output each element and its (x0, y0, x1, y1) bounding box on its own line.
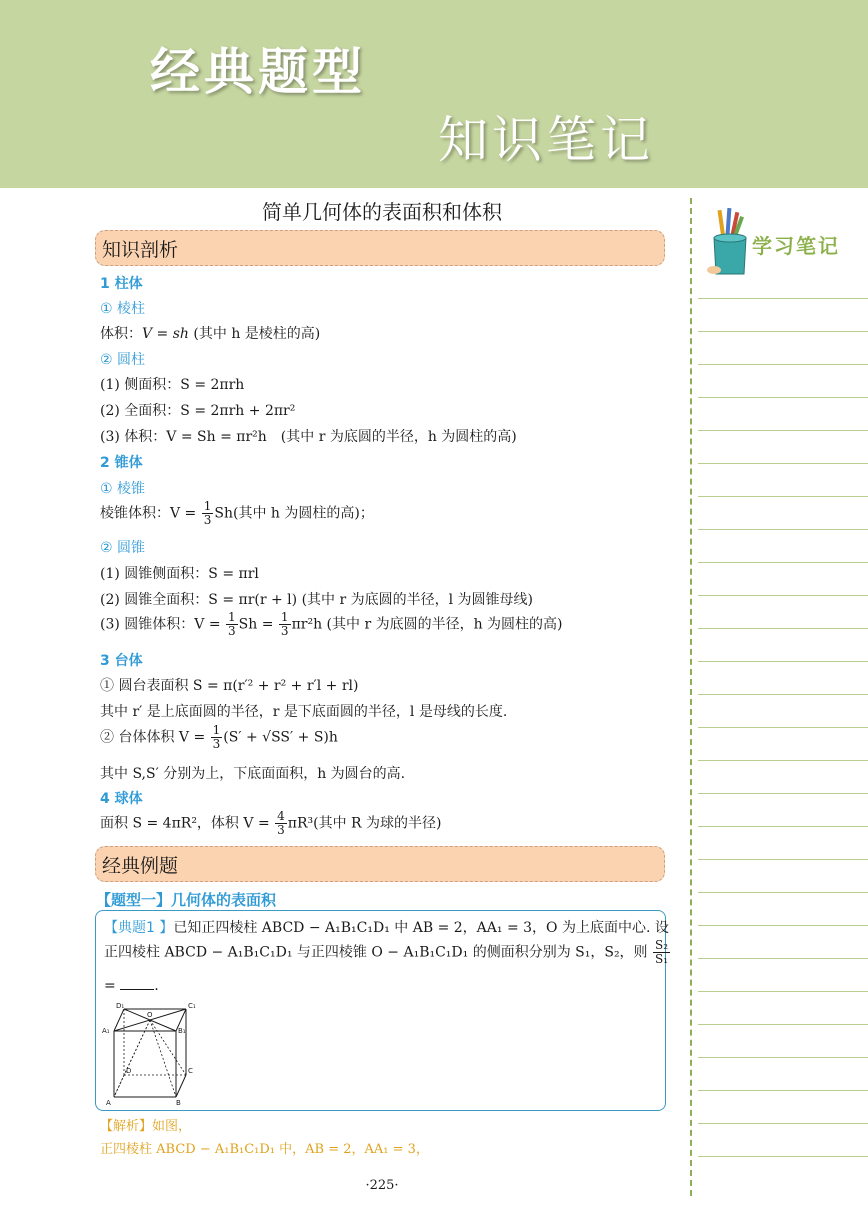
note-line (698, 628, 868, 629)
sphere-prefix: 面积 S = 4πR²，体积 V = (100, 815, 270, 832)
note-line (698, 793, 868, 794)
section-header-knowledge: 知识剖析 (95, 230, 665, 266)
frustum-volume-line (100, 724, 338, 751)
note-line (698, 760, 868, 761)
fraction-numerator: 1 (280, 610, 289, 624)
fraction-numerator: S₂ (655, 938, 669, 952)
note-line (698, 1090, 868, 1091)
figure-label: C (188, 1067, 193, 1075)
example-tag: 【典题1 】 (104, 920, 174, 936)
example-equals: = (104, 978, 116, 994)
fraction-denominator: S₁ (655, 952, 669, 966)
note-line (698, 892, 868, 893)
solution-line-2: 正四棱柱 ABCD − A₁B₁C₁D₁ 中，AB = 2，AA₁ = 3， (100, 1142, 429, 1157)
example-period: . (154, 978, 159, 994)
frustum-volume-note: 其中 S,S′ 分别为上，下底面面积，h 为圆台的高. (100, 766, 406, 782)
fraction (275, 810, 287, 837)
subsection-frustum: 3 台体 (100, 653, 143, 669)
cylinder-volume: (3) 体积：V = Sh = πr²h (其中 r 为底圆的半径，h 为圆柱的高) (100, 429, 517, 445)
figure-label: A (106, 1099, 111, 1107)
prism-volume-prefix: 体积： (100, 326, 142, 342)
section-header-examples: 经典例题 (95, 846, 665, 882)
figure-label: O (147, 1011, 153, 1019)
prism-volume-line (100, 323, 320, 343)
example-line-1 (104, 917, 669, 937)
example-line-3 (104, 977, 159, 994)
note-line (698, 1156, 868, 1157)
example-box (95, 910, 669, 1111)
note-line (698, 562, 868, 563)
note-line (698, 529, 868, 530)
note-line (698, 925, 868, 926)
fraction-denominator: 3 (277, 823, 285, 837)
banner-title-primary: 经典题型 (150, 43, 366, 101)
frustum-volume-suffix: (S′ + √SS′ + S)h (223, 729, 338, 746)
frustum-area-note: 其中 r′ 是上底面圆的半径，r 是下底面圆的半径，l 是母线的长度. (100, 704, 508, 720)
note-line (698, 331, 868, 332)
pyramid-volume-prefix: 棱锥体积：V = (100, 505, 197, 522)
example-text-1: 已知正四棱柱 ABCD − A₁B₁C₁D₁ 中 AB = 2，AA₁ = 3，O 为上底面中心. 设 (173, 920, 669, 936)
figure-label: B₁ (178, 1027, 186, 1035)
notes-label: 学习笔记 (752, 234, 840, 258)
cone-side-area: (1) 圆锥侧面积：S = πrl (100, 566, 259, 582)
fraction-denominator: 3 (280, 624, 289, 638)
note-line (698, 1057, 868, 1058)
subsection-sphere: 4 球体 (100, 791, 143, 807)
banner-title-secondary: 知识笔记 (438, 111, 654, 169)
note-line (698, 661, 868, 662)
figure-label: A₁ (102, 1027, 110, 1035)
cone-volume-mid: Sh = (238, 616, 274, 633)
note-line (698, 727, 868, 728)
cone-volume-suffix: πr²h (其中 r 为底圆的半径，h 为圆柱的高) (291, 616, 563, 633)
notes-divider (690, 198, 692, 1196)
answer-blank[interactable] (120, 977, 154, 990)
cone-total-area: (2) 圆锥全面积：S = πr(r + l) (其中 r 为底圆的半径，l 为圆锥母线) (100, 592, 534, 608)
page-number: ·225· (365, 1178, 399, 1193)
fraction-numerator: 1 (203, 499, 212, 513)
subheading-pyramid: ① 棱锥 (100, 481, 146, 497)
fraction (279, 611, 291, 638)
topic-heading: 【题型一】几何体的表面积 (96, 891, 277, 909)
note-line (698, 1024, 868, 1025)
example-text-2: 正四棱柱 ABCD − A₁B₁C₁D₁ 与正四棱锥 O − A₁B₁C₁D₁ 的侧面积分别为 S₁，S₂，则 (104, 944, 648, 961)
note-line (698, 364, 868, 365)
note-line (698, 463, 868, 464)
sphere-formula-line (100, 810, 442, 837)
figure-label: D₁ (116, 1002, 125, 1010)
cylinder-side-area: (1) 侧面积：S = 2πrh (100, 377, 245, 393)
cylinder-total-area: (2) 全面积：S = 2πrh + 2πr² (100, 403, 296, 419)
fraction-denominator: 3 (228, 624, 236, 638)
fraction-denominator: 3 (203, 513, 212, 527)
example-line-2 (104, 939, 671, 966)
document-title: 简单几何体的表面积和体积 (262, 200, 502, 224)
fraction (202, 500, 214, 527)
subsection-cone-body: 2 锥体 (100, 455, 143, 471)
pyramid-volume-suffix: Sh(其中 h 为圆柱的高)； (214, 505, 374, 522)
note-line (698, 430, 868, 431)
figure-label: D (126, 1067, 132, 1075)
subsection-cylinder-body: 1 柱体 (100, 276, 143, 292)
fraction-numerator: 4 (277, 809, 285, 823)
fraction-numerator: 1 (212, 723, 221, 737)
note-line (698, 298, 868, 299)
fraction (211, 724, 223, 751)
note-line (698, 694, 868, 695)
prism-volume-note: (其中 h 是棱柱的高) (193, 326, 321, 342)
note-line (698, 397, 868, 398)
sphere-suffix: πR³(其中 R 为球的半径) (287, 815, 442, 832)
cone-volume-prefix: (3) 圆锥体积：V = (100, 616, 221, 633)
subheading-cylinder: ② 圆柱 (100, 352, 146, 368)
note-line (698, 958, 868, 959)
fraction-denominator: 3 (212, 737, 221, 751)
prism-figure (100, 1001, 210, 1109)
note-line (698, 1123, 868, 1124)
figure-label: C₁ (188, 1002, 196, 1010)
subheading-cone: ② 圆锥 (100, 540, 146, 556)
note-line (698, 595, 868, 596)
header-banner (0, 0, 868, 188)
note-line (698, 859, 868, 860)
subheading-prism: ① 棱柱 (100, 301, 146, 317)
note-line (698, 991, 868, 992)
fraction (226, 611, 238, 638)
note-line (698, 496, 868, 497)
solution-line-1: 【解析】如图， (100, 1119, 192, 1134)
figure-label: B (176, 1099, 181, 1107)
prism-volume-formula: V = sh (142, 326, 189, 342)
frustum-area: ① 圆台表面积 S = π(r′² + r² + r′l + rl) (100, 678, 359, 694)
frustum-volume-prefix: ② 台体体积 V = (100, 729, 206, 746)
cone-volume-line (100, 611, 563, 638)
fraction-numerator: 1 (228, 610, 236, 624)
pyramid-volume-line (100, 500, 374, 527)
fraction (653, 939, 670, 966)
note-line (698, 826, 868, 827)
